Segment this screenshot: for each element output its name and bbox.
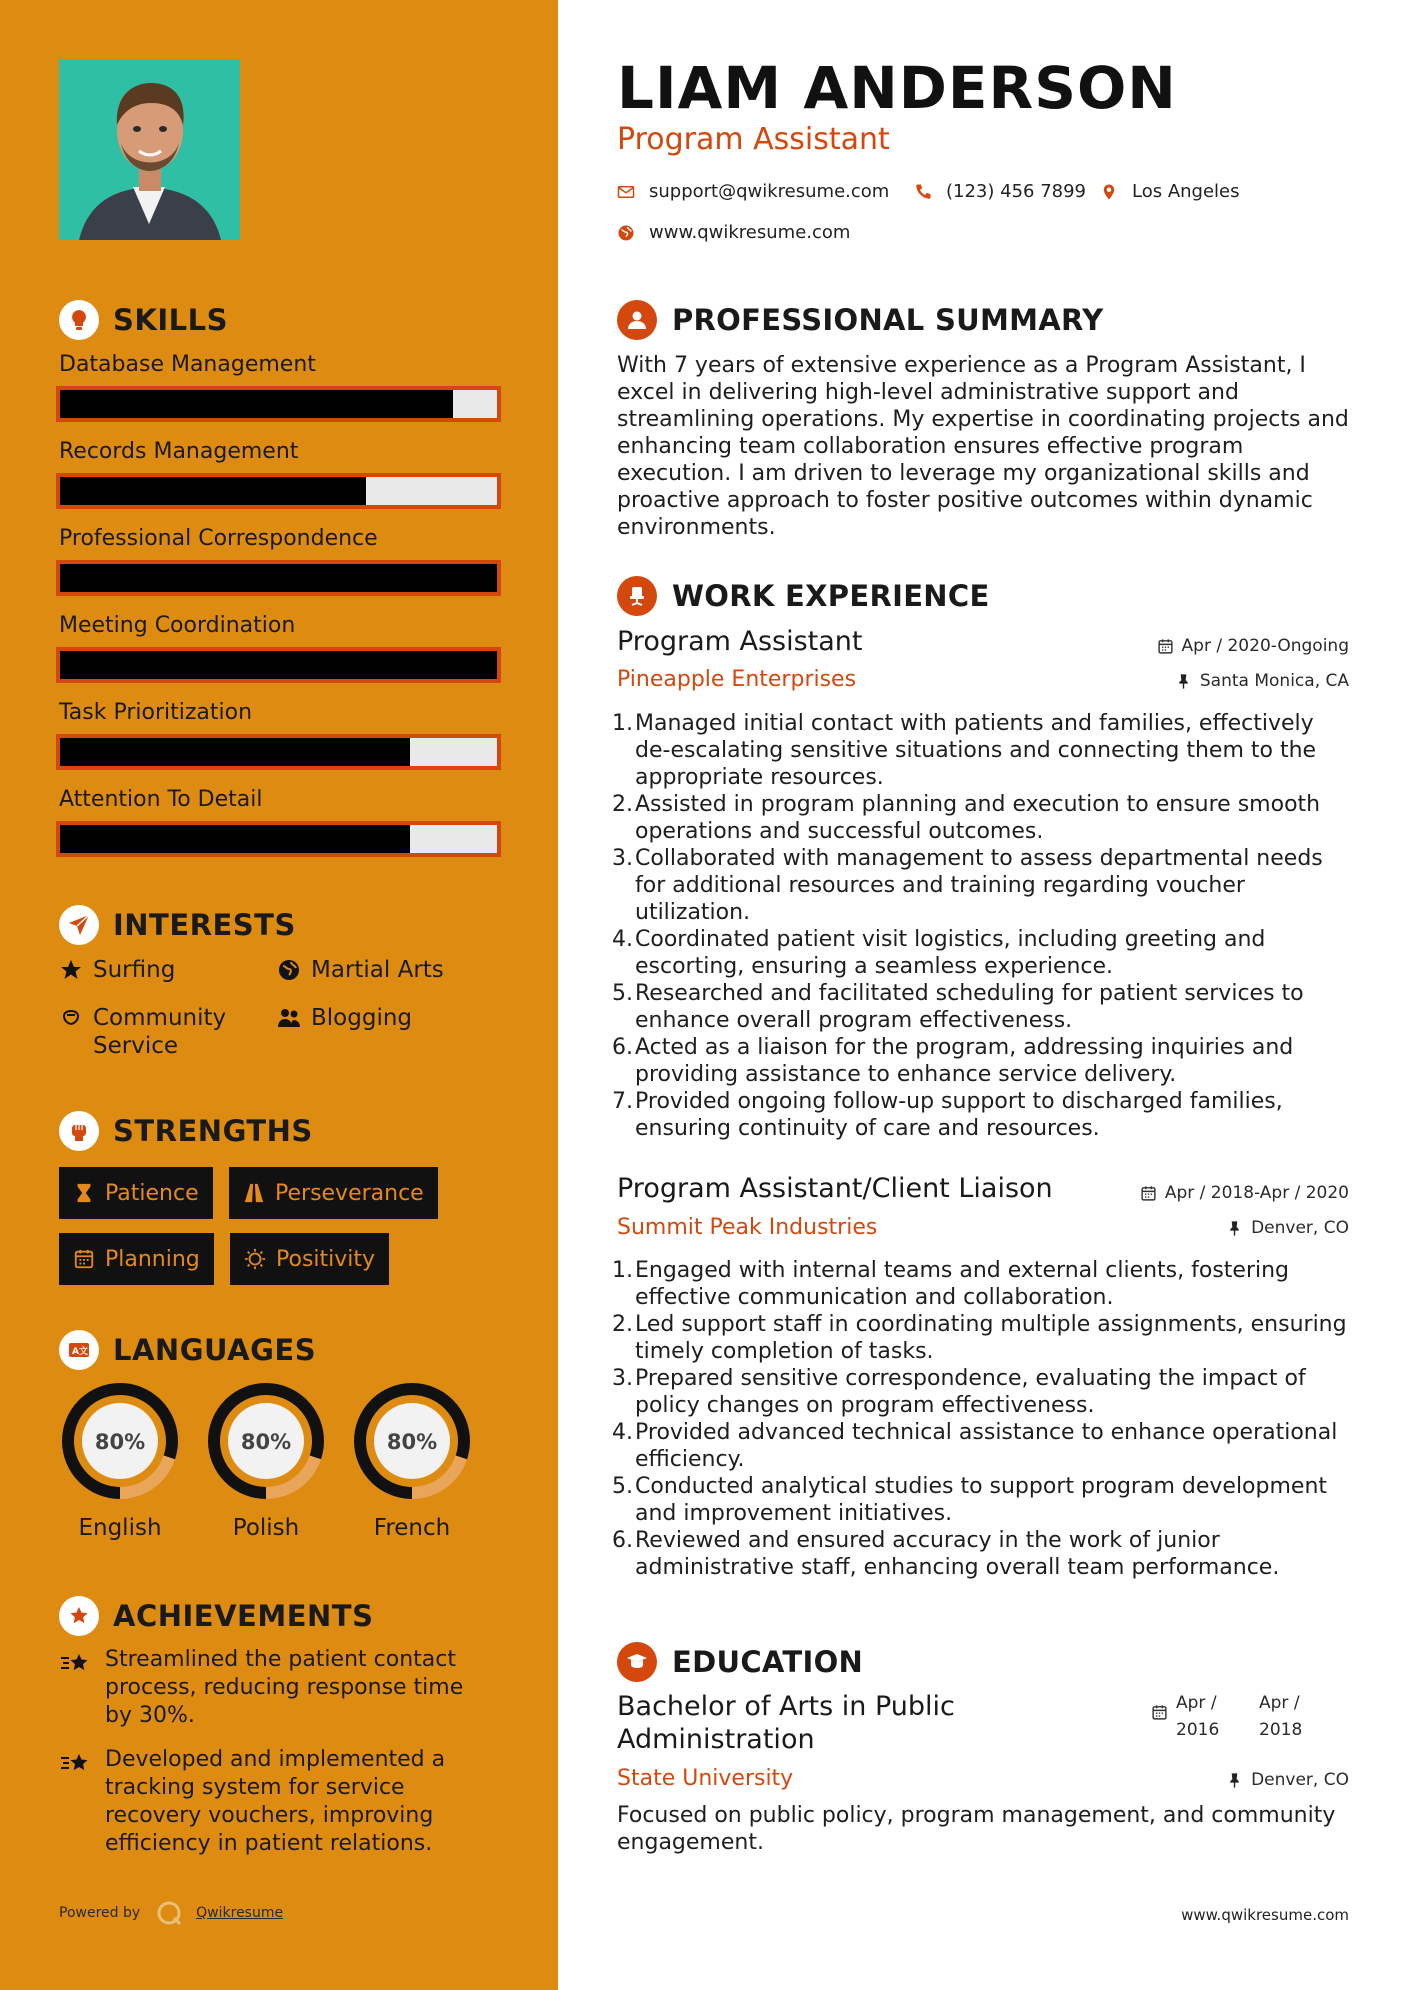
strengths-title: STRENGTHS xyxy=(113,1114,313,1148)
calendar-icon xyxy=(1151,1704,1168,1721)
job-bullet xyxy=(612,1257,1352,1311)
skills-heading xyxy=(59,300,228,340)
graduate-icon xyxy=(617,1642,657,1682)
skill-bar-fill xyxy=(60,651,497,679)
profile-photo xyxy=(59,59,240,240)
website-text: www.qwikresume.com xyxy=(649,222,851,243)
languages-title: LANGUAGES xyxy=(113,1333,317,1367)
interest-label: Community Service xyxy=(93,1005,227,1059)
job-dates-text: Apr / 2020-Ongoing xyxy=(1181,636,1349,656)
fist-icon xyxy=(59,1111,99,1151)
education-description: Focused on public policy, program management, and community engagement. xyxy=(617,1803,1336,1855)
bullet-text: Coordinated patient visit logistics, including greeting and escorting, ensuring a seamless experience. xyxy=(635,927,1266,979)
job-dates-text: Apr / 2018-Apr / 2020 xyxy=(1164,1183,1349,1203)
bullet-text: Conducted analytical studies to support program development and improvement initiatives. xyxy=(635,1474,1328,1526)
job-title: Program Assistant xyxy=(617,626,863,657)
candidate-title: Program Assistant xyxy=(617,122,890,157)
education-degree: Bachelor of Arts in Public Administration xyxy=(617,1691,955,1755)
education-start-year: 2016 xyxy=(1176,1720,1220,1740)
strength-perseverance xyxy=(229,1167,438,1219)
sidebar xyxy=(0,0,558,1990)
strength-label: Positivity xyxy=(276,1246,376,1272)
users-icon xyxy=(277,1006,301,1030)
education-end-year: 2018 xyxy=(1259,1720,1303,1740)
interest-item-martial-arts xyxy=(277,956,444,984)
bullet-number: 1. xyxy=(612,711,633,736)
skill-label: Attention To Detail xyxy=(59,787,263,812)
language-percent: 80% xyxy=(386,1430,438,1454)
road-icon xyxy=(243,1182,265,1204)
job-bullet xyxy=(612,1419,1352,1473)
strength-positivity xyxy=(230,1233,389,1285)
lightbulb-icon xyxy=(59,300,99,340)
interest-label: Martial Arts xyxy=(311,957,444,983)
interest-item-community-service xyxy=(59,1004,259,1060)
interest-item-surfing xyxy=(59,956,175,984)
achievement-item xyxy=(59,1746,495,1858)
education-location-text: Denver, CO xyxy=(1251,1770,1349,1790)
achievement-text: Developed and implemented a tracking system for service recovery vouchers, improving efficiency in patient relations. xyxy=(105,1747,446,1856)
bullet-number: 7. xyxy=(612,1089,633,1114)
achievement-star-icon xyxy=(59,1596,99,1636)
language-ring xyxy=(58,1379,182,1503)
job-bullet xyxy=(612,1034,1352,1088)
language-name: English xyxy=(78,1515,162,1541)
bullet-number: 5. xyxy=(612,1474,633,1499)
map-pin-icon xyxy=(1100,183,1118,201)
job-bullet xyxy=(612,980,1352,1034)
job-bullet xyxy=(612,1473,1352,1527)
pushpin-icon xyxy=(1226,1220,1243,1237)
achievement-item xyxy=(59,1646,495,1730)
interest-item-blogging xyxy=(277,1004,412,1032)
skill-bar xyxy=(56,734,501,770)
interest-label: Blogging xyxy=(311,1005,413,1031)
user-icon xyxy=(617,300,657,340)
qwikresume-logo-icon xyxy=(156,1900,182,1926)
achievement-text: Streamlined the patient contact process, reducing response time by 30%. xyxy=(105,1647,464,1728)
summary-title: PROFESSIONAL SUMMARY xyxy=(672,303,1104,337)
skill-bar xyxy=(56,647,501,683)
job-bullet xyxy=(612,1365,1352,1419)
experience-title: WORK EXPERIENCE xyxy=(672,579,990,613)
skill-bar-fill xyxy=(60,564,497,592)
phone-icon xyxy=(914,183,932,201)
email-text: support@qwikresume.com xyxy=(649,181,890,202)
bullet-text: Reviewed and ensured accuracy in the work of junior administrative staff, enhancing overall team performance. xyxy=(635,1528,1280,1580)
skill-bar-fill xyxy=(60,738,410,766)
language-item xyxy=(58,1379,182,1541)
job-bullets xyxy=(612,1257,1352,1581)
skill-label: Task Prioritization xyxy=(59,700,253,725)
job-location-text: Denver, CO xyxy=(1251,1218,1349,1238)
contact-location xyxy=(1100,181,1240,202)
job-bullet xyxy=(612,1311,1352,1365)
svg-text:A文: A文 xyxy=(72,1347,88,1357)
job-title: Program Assistant/Client Liaison xyxy=(617,1173,1053,1204)
bullet-text: Provided advanced technical assistance to enhance operational efficiency. xyxy=(635,1420,1338,1472)
hand-icon xyxy=(59,1006,83,1030)
footer-url[interactable]: www.qwikresume.com xyxy=(1181,1906,1349,1924)
job-bullet xyxy=(612,1088,1352,1142)
summary-heading xyxy=(617,300,1103,340)
job-location xyxy=(1226,1218,1349,1238)
job-bullet xyxy=(612,926,1352,980)
job-bullets xyxy=(612,710,1352,1142)
language-ring xyxy=(204,1379,328,1503)
education-end-month: Apr / xyxy=(1259,1693,1300,1713)
education-start-month: Apr / xyxy=(1176,1693,1217,1713)
skills-title: SKILLS xyxy=(113,303,228,337)
paper-plane-icon xyxy=(59,905,99,945)
education-heading xyxy=(617,1642,863,1682)
job-bullet xyxy=(612,1527,1352,1581)
skill-bar-fill xyxy=(60,390,453,418)
job-company: Summit Peak Industries xyxy=(617,1215,878,1240)
powered-by xyxy=(59,1900,283,1926)
job-company: Pineapple Enterprises xyxy=(617,667,857,692)
bullet-number: 6. xyxy=(612,1528,633,1553)
job-dates xyxy=(1157,636,1349,656)
bullet-text: Acted as a liaison for the program, addressing inquiries and providing assistance to enhance service delivery. xyxy=(635,1035,1294,1087)
globe-icon xyxy=(277,958,301,982)
interests-title: INTERESTS xyxy=(113,908,296,942)
calendar-icon xyxy=(1140,1185,1157,1202)
bullet-number: 4. xyxy=(612,927,633,952)
skill-bar xyxy=(56,473,501,509)
bullet-number: 4. xyxy=(612,1420,633,1445)
hourglass-icon xyxy=(73,1182,95,1204)
skill-label: Database Management xyxy=(59,352,316,377)
pushpin-icon xyxy=(1175,673,1192,690)
languages-heading xyxy=(59,1330,316,1370)
globe-icon xyxy=(617,224,635,242)
bullet-text: Collaborated with management to assess departmental needs for additional resources and training regarding voucher utilization. xyxy=(635,846,1323,925)
skill-bar-fill xyxy=(60,477,366,505)
star-icon xyxy=(59,958,83,982)
strength-label: Perseverance xyxy=(275,1180,424,1206)
language-item xyxy=(204,1379,328,1541)
job-bullet xyxy=(612,710,1352,791)
language-icon xyxy=(59,1330,99,1370)
interests-heading xyxy=(59,905,296,945)
location-text: Los Angeles xyxy=(1132,181,1240,202)
office-chair-icon xyxy=(617,576,657,616)
envelope-icon xyxy=(617,183,635,201)
qwikresume-link[interactable]: Qwikresume xyxy=(196,1905,284,1921)
interest-label: Surfing xyxy=(93,957,176,983)
bullet-number: 3. xyxy=(612,1366,633,1391)
achievements-title: ACHIEVEMENTS xyxy=(113,1599,374,1633)
strength-label: Planning xyxy=(105,1246,200,1272)
strength-label: Patience xyxy=(105,1180,199,1206)
language-name: French xyxy=(373,1515,451,1541)
strength-planning xyxy=(59,1233,214,1285)
skill-label: Meeting Coordination xyxy=(59,613,296,638)
calendar-icon xyxy=(73,1248,95,1270)
experience-heading xyxy=(617,576,990,616)
education-end-date xyxy=(1259,1690,1302,1744)
contact-website[interactable] xyxy=(617,222,850,243)
skill-label: Professional Correspondence xyxy=(59,526,378,551)
summary-text: With 7 years of extensive experience as a Program Assistant, I excel in delivering high-level administrative support and streamlining operations. My expertise in coordinating projects and enhancing team collaboration ensures effective program execution. I am driven to leverage my organizational skills and proactive approach to foster positive outcomes within dynamic environments. xyxy=(617,353,1349,540)
shooting-star-icon xyxy=(59,1748,93,1778)
phone-text: (123) 456 7899 xyxy=(946,181,1087,202)
job-location-text: Santa Monica, CA xyxy=(1199,671,1349,691)
bullet-text: Assisted in program planning and execution to ensure smooth operations and successful outcomes. xyxy=(635,792,1321,844)
education-location xyxy=(1226,1770,1349,1790)
skill-bar xyxy=(56,821,501,857)
sun-icon xyxy=(244,1248,266,1270)
bullet-text: Prepared sensitive correspondence, evaluating the impact of policy changes on program effectiveness. xyxy=(635,1366,1306,1418)
language-item xyxy=(350,1379,474,1541)
bullet-number: 6. xyxy=(612,1035,633,1060)
job-bullet xyxy=(612,845,1352,926)
job-dates xyxy=(1140,1183,1349,1203)
bullet-number: 1. xyxy=(612,1258,633,1283)
skill-bar xyxy=(56,560,501,596)
pushpin-icon xyxy=(1226,1772,1243,1789)
skill-bar-fill xyxy=(60,825,410,853)
bullet-number: 5. xyxy=(612,981,633,1006)
bullet-text: Provided ongoing follow-up support to discharged families, ensuring continuity of care and resources. xyxy=(635,1089,1283,1141)
skill-bar xyxy=(56,386,501,422)
education-title: EDUCATION xyxy=(672,1645,864,1679)
job-location xyxy=(1175,671,1349,691)
bullet-text: Managed initial contact with patients and families, effectively de-escalating sensitive situations and connecting them to the appropriate resources. xyxy=(635,711,1317,790)
strength-patience xyxy=(59,1167,213,1219)
strengths-heading xyxy=(59,1111,313,1151)
calendar-icon xyxy=(1157,638,1174,655)
bullet-text: Researched and facilitated scheduling for patient services to enhance overall program effectiveness. xyxy=(635,981,1304,1033)
achievements-heading xyxy=(59,1596,373,1636)
powered-by-label: Powered by xyxy=(59,1905,141,1921)
bullet-text: Led support staff in coordinating multiple assignments, ensuring timely completion of tasks. xyxy=(635,1312,1347,1364)
contact-email[interactable] xyxy=(617,181,889,202)
job-bullet xyxy=(612,791,1352,845)
skill-label: Records Management xyxy=(59,439,299,464)
candidate-name: LIAM ANDERSON xyxy=(617,54,1177,122)
language-percent: 80% xyxy=(94,1430,146,1454)
language-name: Polish xyxy=(232,1515,300,1541)
education-start-date xyxy=(1151,1690,1219,1744)
education-school: State University xyxy=(617,1766,794,1791)
language-percent: 80% xyxy=(240,1430,292,1454)
language-ring xyxy=(350,1379,474,1503)
bullet-number: 2. xyxy=(612,1312,633,1337)
bullet-number: 3. xyxy=(612,846,633,871)
contact-phone[interactable] xyxy=(914,181,1086,202)
shooting-star-icon xyxy=(59,1648,93,1678)
bullet-text: Engaged with internal teams and external clients, fostering effective communication and collaboration. xyxy=(635,1258,1290,1310)
bullet-number: 2. xyxy=(612,792,633,817)
